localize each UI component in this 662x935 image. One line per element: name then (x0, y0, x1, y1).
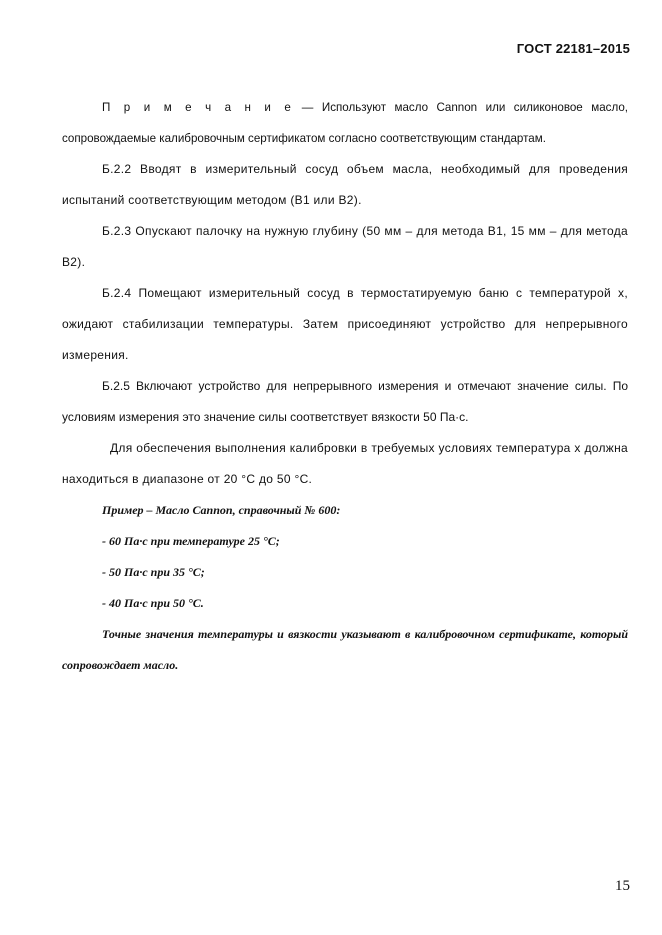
paragraph-b25 (62, 371, 628, 433)
document-body (62, 92, 628, 681)
paragraph-b24 (62, 278, 628, 371)
example-item: - 40 Па·с при 50 °С. (102, 596, 204, 610)
paragraph-text: Опускают палочку на нужную глубину (50 мм – для метода В1, 15 мм – для метода В2). (62, 224, 628, 269)
paragraph-text: Вводят в измерительный сосуд объем масла, необходимый для проведения испытаний соответствующим методом (В1 или В2). (62, 162, 628, 207)
paragraph-b23 (62, 216, 628, 278)
example-item: - 60 Па·с при температуре 25 °С; (102, 534, 280, 548)
paragraph-number: Б.2.3 (102, 224, 132, 238)
example-title: Пример – Масло Cannon, справочный № 600: (102, 503, 341, 517)
paragraph-number: Б.2.2 (102, 162, 132, 176)
example-item: - 50 Па·с при 35 °С; (102, 565, 205, 579)
note-paragraph (62, 92, 628, 154)
calibration-paragraph: Для обеспечения выполнения калибровки в требуемых условиях температура х должна находиться в диапазоне от 20 °С до 50 °С. (62, 441, 628, 486)
standard-header: ГОСТ 22181–2015 (516, 41, 630, 56)
paragraph-text: Включают устройство для непрерывного измерения и отмечают значение силы. По условиям измерения это значение силы соответствует вязкости 50 Па·с. (62, 379, 628, 424)
paragraph-b22 (62, 154, 628, 216)
paragraph-text: Помещают измерительный сосуд в термостатируемую баню с температурой х, ожидают стабилизации температуры. Затем присоединяют устройство для непрерывного измерения. (62, 286, 628, 362)
note-label: П р и м е ч а н и е (102, 101, 294, 114)
page-number: 15 (615, 878, 630, 894)
note-text: — Используют масло Cannon или силиконовое масло, сопровождаемые калибровочным сертификатом согласно соответствующим стандартам. (62, 101, 629, 145)
paragraph-number: Б.2.4 (102, 286, 132, 300)
example-closing: Точные значения температуры и вязкости указывают в калибровочном сертификате, который сопровождает масло. (62, 627, 628, 672)
paragraph-number: Б.2.5 (102, 379, 130, 393)
